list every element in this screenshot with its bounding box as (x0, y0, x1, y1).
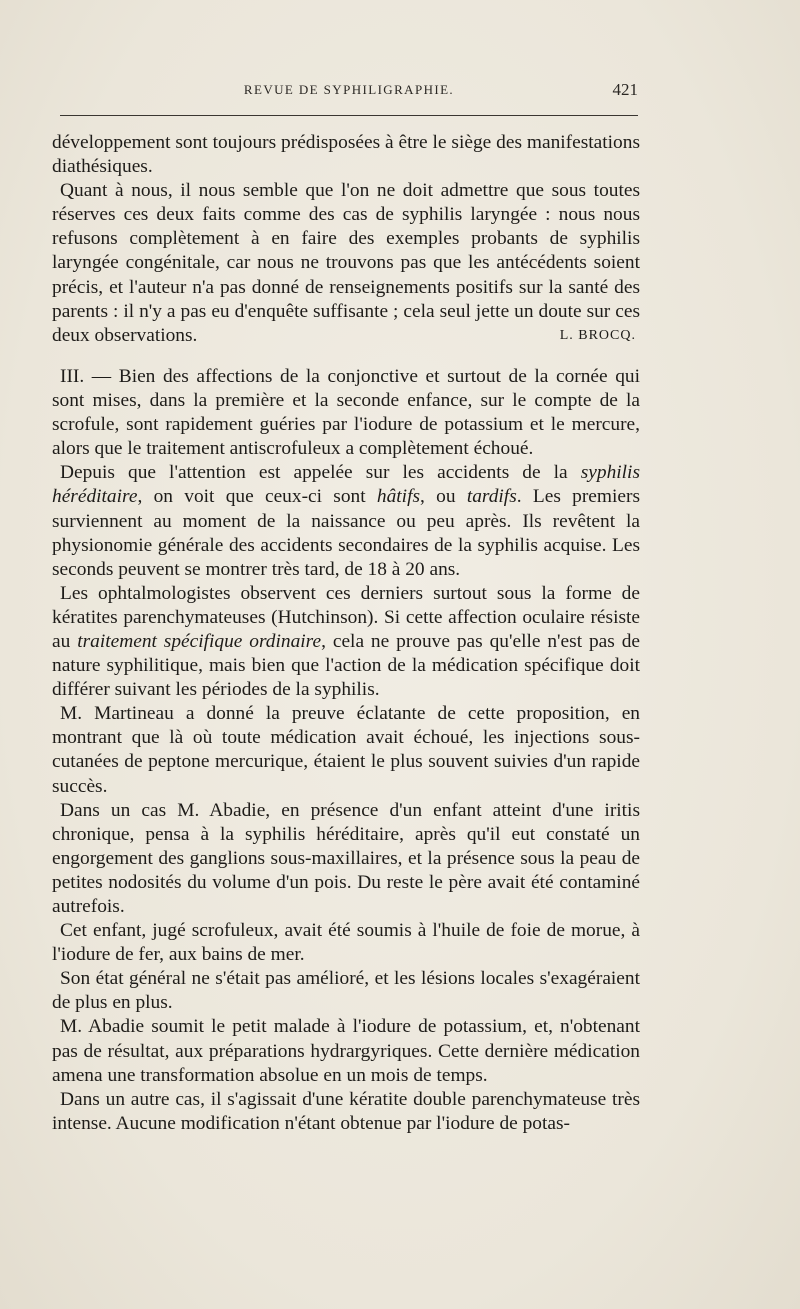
paragraph-2-text: Quant à nous, il nous semble que l'on ne doit admettre que sous toutes réserves ces deux faits comme des cas de syphilis laryngée : nous nous refusons complètement à en faire des exemples probants de syphilis laryngée congénitale, car nous ne trouvons pas que les antécédents soient précis, et l'auteur n'a pas donné de renseignements positifs sur la santé des parents : il n'y a pas eu d'enquête suffisante ; cela seul jette un doute sur ces deux observations. (52, 180, 640, 346)
author-signature: L. BROCQ. (559, 327, 636, 343)
paragraph-4-text-c: , ou (420, 486, 467, 508)
paragraph-1: développement sont toujours prédisposées à être le siège des manifestations diathésiques. (52, 132, 640, 178)
header-rule (60, 115, 638, 116)
paragraph-4-text-a: Depuis que l'attention est appelée sur les accidents de la (60, 462, 581, 484)
paragraph-10: M. Abadie soumit le petit malade à l'iodure de potassium, et, n'obtenant pas de résultat, aux préparations hydrargyriques. Cette dernière médication amena une transformation absolue en un mois de temps. (52, 1016, 640, 1086)
page-number: 421 (612, 80, 638, 99)
paragraph-8: Cet enfant, jugé scrofuleux, avait été soumis à l'huile de foie de morue, à l'iodure de fer, aux bains de mer. (52, 920, 640, 966)
paragraph-6: M. Martineau a donné la preuve éclatante de cette proposition, en montrant que là où toute médication avait échoué, les injections sous-cutanées de peptone mercurique, étaient le plus souvent suivies d'un rapide succès. (52, 703, 640, 797)
paragraph-2 (52, 179, 640, 348)
body-text (52, 131, 640, 1136)
paragraph-7: Dans un cas M. Abadie, en présence d'un enfant atteint d'une iritis chronique, pensa à la syphilis héréditaire, après qu'il eut constaté un engorgement des ganglions sous-maxillaires, et la présence sous la peau de petites nodosités du volume d'un pois. Du reste le père avait été contaminé autrefois. (52, 799, 640, 917)
page-header (60, 82, 638, 106)
paragraph-5-italic: traitement spécifique ordinaire (77, 630, 322, 652)
paragraph-3: III. — Bien des affections de la conjonctive et surtout de la cornée qui sont mises, dans la première et la seconde enfance, sur le compte de la scrofule, sont rapidement guéries par l'iodure de potassium et le mercure, alors que le traitement antiscrofuleux a complètement échoué. (52, 365, 640, 460)
paragraph-4-italic-syphilis: syphilis héréditaire (52, 462, 640, 508)
paragraph-4-text-d: . Les premiers surviennent au moment de la naissance ou peu après. Ils revêtent la physionomie générale des accidents secondaires de la syphilis acquise. Les seconds peuvent se montrer très tard, de 18 à 20 ans. (52, 486, 640, 580)
paragraph-4 (52, 461, 640, 581)
paragraph-2-wrapper (52, 179, 640, 348)
running-title: REVUE DE SYPHILIGRAPHIE. (243, 82, 455, 97)
paragraph-4-italic-hatifs: hâtifs (376, 486, 421, 508)
paragraph-5 (52, 582, 640, 702)
paragraph-4-text-b: , on voit que ceux-ci sont (137, 486, 377, 508)
paragraph-4-italic-tardifs: tardifs (466, 486, 517, 508)
paragraph-11: Dans un autre cas, il s'agissait d'une kératite double parenchymateuse très intense. Aucune modification n'étant obtenue par l'iodure de potas- (52, 1088, 640, 1134)
paragraph-5-text-a: Les ophtalmologistes observent ces derniers surtout sous la forme de kératites parenchymateuses (Hutchinson). Si cette affection oculaire résiste au (52, 582, 640, 652)
paragraph-9: Son état général ne s'était pas amélioré, et les lésions locales s'exagéraient de plus en plus. (52, 968, 640, 1014)
paragraph-5-text-b: , cela ne prouve pas qu'elle n'est pas de nature syphilitique, mais bien que l'action de la médication spécifique doit différer suivant les périodes de la syphilis. (52, 630, 640, 701)
